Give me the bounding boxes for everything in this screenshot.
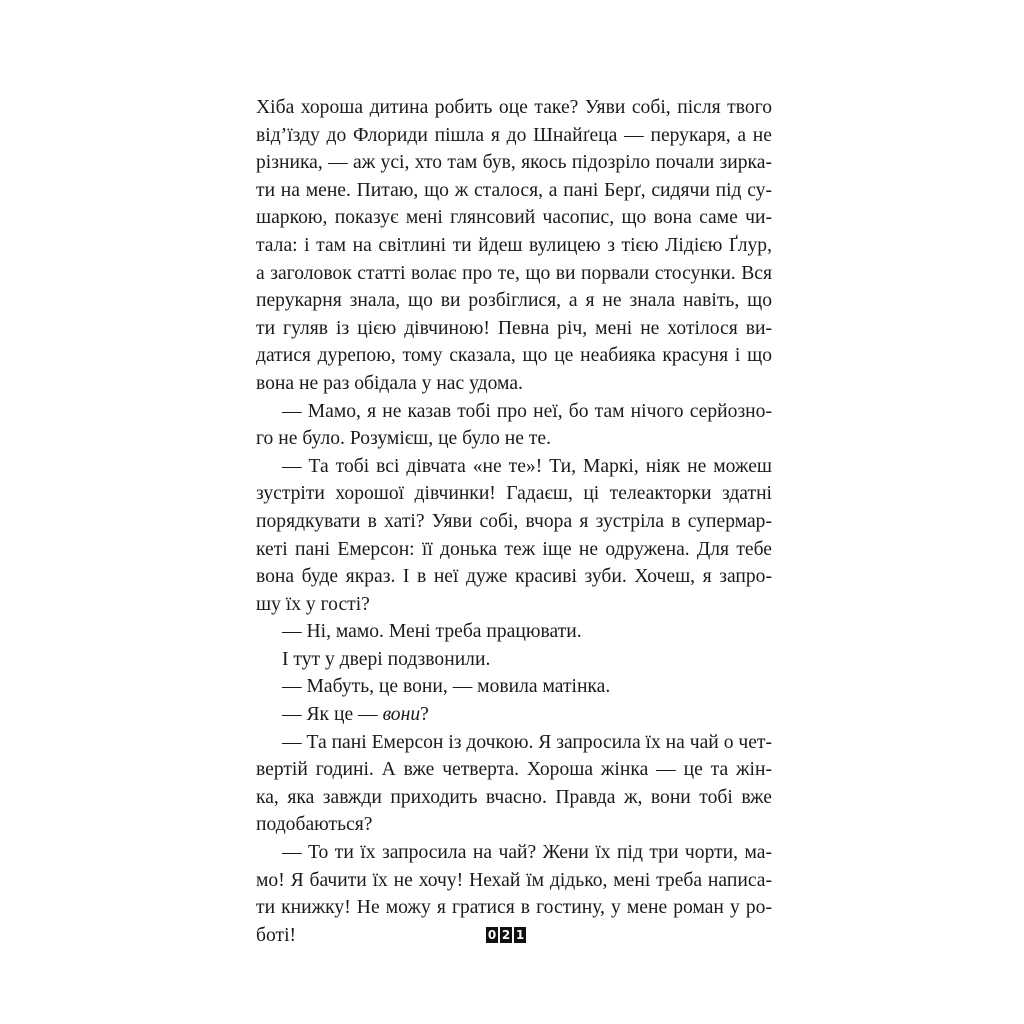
text-line: шаркою, показує мені глянсовий часопис, що вона саме чи- [256,207,772,229]
text-line: ти книжку! Не можу я гратися в гостину, у мене роман у ро- [256,897,772,919]
text-line: мо! Я бачити їх не хочу! Нехай їм дідько, мені треба написа- [256,869,772,891]
text-fragment: ? [420,704,429,726]
dialogue-line: — Мамо, я не казав тобі про неї, бо там нічого серйозно- [282,400,772,422]
text-line: перукарня знала, що ви розбіглися, а я не знала навіть, що [256,290,772,312]
text-line: зустріти хорошої дівчинки! Гадаєш, ці телеакторки здатні [256,483,772,505]
text-line: подобаються? [256,814,373,836]
text-line: ка, яка завжди приходить вчасно. Правда ж, вони тобі вже [256,786,772,808]
text-line: датися дурепою, тому сказала, що це неабияка красуня і що [256,345,772,367]
dialogue-line: — Та пані Емерсон із дочкою. Я запросила їх на чай о чет- [282,731,773,753]
text-line: від’їзду до Флориди пішла я до Шнайґеца — перукаря, а не [256,124,772,146]
text-line: боті! [256,924,297,946]
text-line: тала: і там на світлині ти йдеш вулицею з тією Лідією Ґлур, [256,234,772,256]
page-number [486,927,526,943]
text-fragment: — Як це — [282,704,383,726]
page-number-digit: 1 [515,928,525,942]
text-line: кеті пані Емерсон: її донька теж іще не одружена. Для тебе [256,538,772,560]
dialogue-line: — Ні, мамо. Мені треба працювати. [282,621,582,643]
text-line: а заголовок статті волає про те, що ви порвали стосунки. Вся [256,262,772,284]
text-line: різника, — аж усі, хто там був, якось підозріло почали зирка- [256,152,772,174]
text-line: ти на мене. Питаю, що ж сталося, а пані Берґ, сидячи під су- [256,179,772,201]
dialogue-line: — Мабуть, це вони, — мовила матінка. [282,676,611,698]
page-number-digit: 2 [501,928,511,942]
text-line: ти гуляв із цією дівчиною! Певна річ, мені не хотілося ви- [256,317,772,339]
text-line: вона не раз обідала у нас удома. [256,372,523,394]
text-line: вона буде якраз. І в неї дуже красиві зуби. Хочеш, я запро- [256,566,772,588]
text-line: Хіба хороша дитина робить оце таке? Уяви собі, після твого [256,97,772,118]
dialogue-line: — Та тобі всі дівчата «не те»! Ти, Маркі, ніяк не можеш [282,455,772,477]
italic-word: вони [382,704,421,726]
narration-line: І тут у двері подзвонили. [282,648,491,670]
dialogue-line [256,701,772,729]
text-line: го не було. Розумієш, це було не те. [256,428,552,450]
text-line: порядкувати в хаті? Уяви собі, вчора я зустріла в супермар- [256,510,772,532]
text-line: шу їх у гості? [256,593,370,615]
dialogue-line: — То ти їх запросила на чай? Жени їх під три чорти, ма- [282,842,772,864]
body-text [256,94,772,949]
page-number-digit: 0 [487,928,497,942]
text-line: вертій годині. А вже четверта. Хороша жінка — це та жін- [256,759,772,781]
